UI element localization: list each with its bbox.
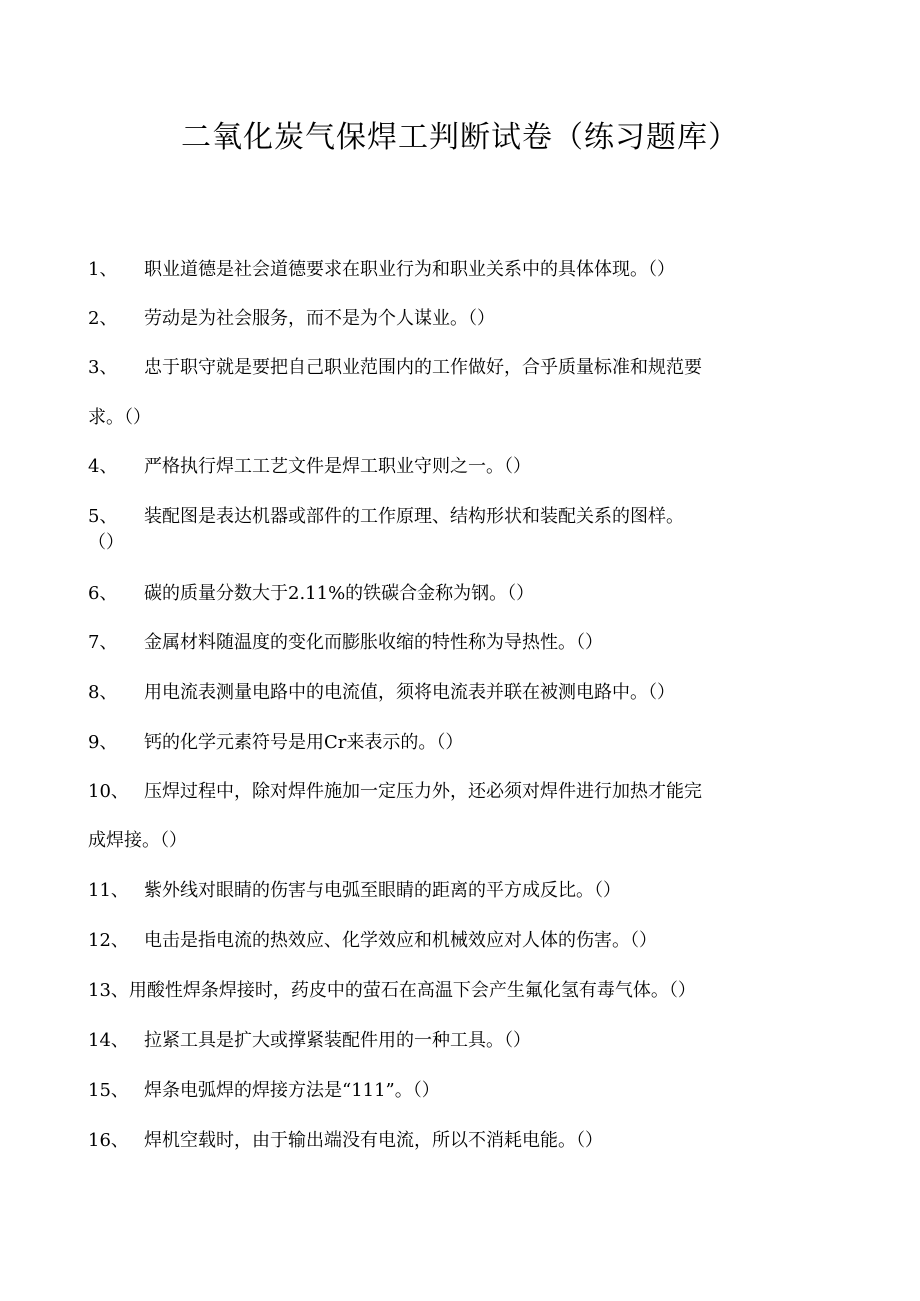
- question-text: 劳动是为社会服务，而不是为个人谋业。（）: [144, 308, 495, 329]
- question-text: 焊条电弧焊的焊接方法是“111”。（）: [144, 1080, 440, 1101]
- question-number: 16、: [88, 1130, 129, 1151]
- question-number: 3、: [88, 357, 118, 378]
- question-15: [88, 1079, 828, 1103]
- question-number: 8、: [88, 682, 118, 703]
- question-10-continuation: 成焊接。（）: [88, 830, 187, 851]
- question-9: [88, 731, 828, 755]
- question-text: 职业道德是社会道德要求在职业行为和职业关系中的具体体现。（）: [144, 259, 675, 280]
- question-11: [88, 879, 828, 903]
- question-7: [88, 631, 828, 655]
- question-5-continuation: （）: [88, 532, 124, 553]
- question-number: 2、: [88, 308, 118, 329]
- question-text: 紫外线对眼睛的伤害与电弧至眼睛的距离的平方成反比。（）: [144, 880, 621, 901]
- question-number: 15、: [88, 1080, 129, 1101]
- question-text: 电击是指电流的热效应、化学效应和机械效应对人体的伤害。（）: [144, 930, 657, 951]
- question-text: 装配图是表达机器或部件的工作原理、结构形状和装配关系的图样。: [144, 506, 684, 527]
- question-text: 金属材料随温度的变化而膨胀收缩的特性称为导热性。（）: [144, 632, 603, 653]
- question-1: [88, 258, 828, 282]
- question-text: 用酸性焊条焊接时，药皮中的萤石在高温下会产生氟化氢有毒气体。（）: [128, 980, 696, 1001]
- question-12: [88, 929, 828, 953]
- question-4: [88, 455, 828, 479]
- question-number: 12、: [88, 930, 129, 951]
- question-number: 7、: [88, 632, 118, 653]
- question-6: [88, 582, 828, 606]
- question-number: 5、: [88, 506, 118, 527]
- question-5: [88, 505, 828, 529]
- question-2: [88, 307, 828, 331]
- question-number: 13、: [88, 980, 129, 1001]
- question-10: [88, 780, 828, 804]
- question-number: 11、: [88, 880, 129, 901]
- question-8: [88, 681, 828, 705]
- question-text: 拉紧工具是扩大或撑紧装配件用的一种工具。（）: [144, 1030, 531, 1051]
- question-number: 1、: [88, 259, 118, 280]
- page-title: 二氧化炭气保焊工判断试卷（练习题库）: [181, 120, 739, 155]
- question-text: 钙的化学元素符号是用Cr来表示的。（）: [144, 732, 464, 753]
- question-16: [88, 1129, 828, 1153]
- question-14: [88, 1029, 828, 1053]
- question-number: 14、: [88, 1030, 129, 1051]
- question-number: 4、: [88, 456, 118, 477]
- question-number: 6、: [88, 583, 118, 604]
- question-text: 压焊过程中，除对焊件施加一定压力外，还必须对焊件进行加热才能完: [144, 781, 702, 802]
- question-13: [88, 979, 828, 1003]
- question-text: 碳的质量分数大于2.11%的铁碳合金称为钢。（）: [144, 583, 535, 604]
- question-number: 9、: [88, 732, 118, 753]
- question-3-continuation: 求。（）: [88, 407, 151, 428]
- question-text: 焊机空载时，由于输出端没有电流，所以不消耗电能。（）: [144, 1130, 603, 1151]
- question-text: 严格执行焊工工艺文件是焊工职业守则之一。（）: [144, 456, 531, 477]
- question-text: 用电流表测量电路中的电流值，须将电流表并联在被测电路中。（）: [144, 682, 675, 703]
- question-text: 忠于职守就是要把自己职业范围内的工作做好，合乎质量标准和规范要: [144, 357, 702, 378]
- question-number: 10、: [88, 781, 129, 802]
- question-3: [88, 356, 828, 380]
